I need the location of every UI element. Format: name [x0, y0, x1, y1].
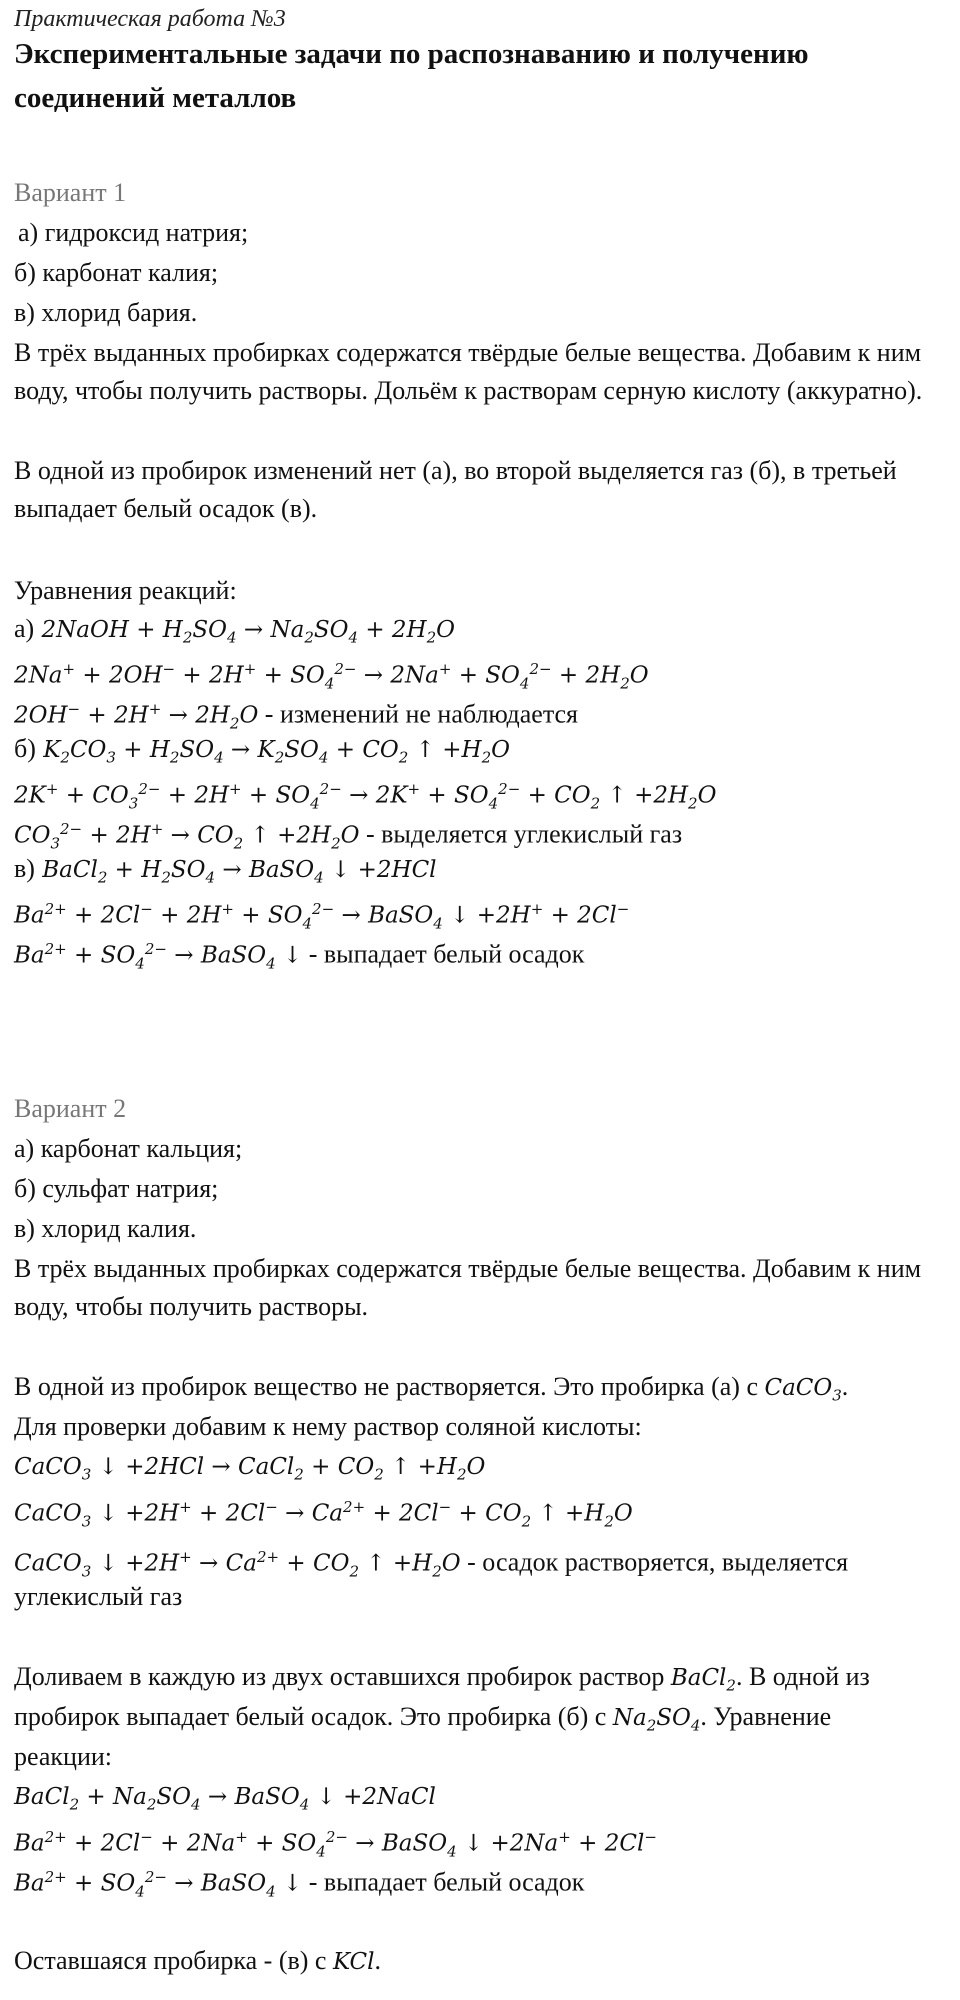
variant-2-conclusion: Оставшаяся пробирка - (в) с KCl.: [14, 1946, 381, 1975]
variant-2-paragraph-4-line-1: Доливаем в каждую из двух оставшихся пробирок раствор BaCl$_2$. В одной из: [14, 1662, 870, 1695]
variant-1-paragraph-1: В трёх выданных пробирках содержатся твёрдые белые вещества. Добавим к ним воду, чтобы получить растворы. Дольём к растворам серную кислоту (аккуратно).: [14, 338, 923, 405]
page-title: Экспериментальные задачи по распознаванию и получению соединений металлов: [14, 38, 809, 114]
variant-2-item-b: б) сульфат натрия;: [14, 1174, 219, 1203]
equation-a-molecular: а) 2NaOH + $H_2SO_4 \to Na_2SO_4 + 2H_2O$: [14, 614, 456, 647]
equation-2b-full-ionic: $Ba^{2+} + 2Cl^- + 2Na^+ + SO_4^{2-}$ → BaSO$_4$ ↓ +2Na+ + 2Cl−: [14, 1828, 657, 1861]
variant-1-heading: Вариант 1: [14, 178, 127, 207]
equation-c-full-ionic: $Ba^{2+} + 2Cl^- + 2H^+ + SO_4^{2-}$ → BaSO$_4$ ↓ +2H+ + 2Cl−: [14, 900, 630, 933]
variant-2-item-a: а) карбонат кальция;: [14, 1134, 243, 1163]
variant-2-paragraph-4-line-2: пробирок выпадает белый осадок. Это пробирка (б) с $Na_2SO_4$. Уравнение: [14, 1702, 832, 1735]
variant-2-paragraph-4-line-3: реакции:: [14, 1742, 112, 1771]
equation-c-short-ionic: $Ba^{2+} + SO_4^{2-}$ → BaSO$_4$ ↓ - выпадает белый осадок: [14, 939, 585, 973]
equation-b-short-ionic: $CO_3^{2-} + 2H^+ \to CO_2$ ↑ $+2H_2O$ - выделяется углекислый газ: [14, 819, 683, 853]
equation-a-short-ionic: $2OH^- + 2H^+ \to 2H_2O$ - изменений не наблюдается: [14, 699, 579, 733]
equations-heading: Уравнения реакций:: [14, 576, 237, 605]
equation-a-full-ionic: $2Na^+ + 2OH^- + 2H^+ + SO_4^{2-} \to 2Na^+ + SO_4^{2-} + 2H_2O$: [14, 660, 649, 693]
equation-2a-molecular: CaCO$_3$ ↓ +2HCl → CaCl$_2$ + $CO_2$ ↑ $+H_2O$: [14, 1454, 486, 1484]
equation-2a-note-continued: углекислый газ: [14, 1582, 183, 1611]
variant-1-item-c: в) хлорид бария.: [14, 298, 198, 327]
equation-2a-short-ionic: CaCO$_3$ ↓ $+2H^+ \to Ca^{2+} + CO_2$ ↑ $+H_2O$ - осадок растворяется, выделяется: [14, 1547, 849, 1581]
variant-1-paragraph-2: В одной из пробирок изменений нет (а), во второй выделяется газ (б), в третьей выпадает белый осадок (в).: [14, 456, 897, 523]
variant-2-paragraph-3: Для проверки добавим к нему раствор соляной кислоты:: [14, 1412, 642, 1441]
equation-2b-molecular: BaCl$_2$ + $Na_2SO_4$ → BaSO$_4$ ↓ +2NaCl: [14, 1784, 436, 1814]
variant-2-heading: Вариант 2: [14, 1094, 127, 1123]
variant-2-paragraph-2: В одной из пробирок вещество не растворяется. Это пробирка (а) с CaCO$_3$.: [14, 1372, 849, 1405]
equation-2a-full-ionic: CaCO$_3$ ↓ $+2H^+ + 2Cl^- \to Ca^{2+} + 2Cl^- + CO_2$ ↑ $+H_2O$: [14, 1498, 633, 1531]
variant-2-paragraph-1: В трёх выданных пробирках содержатся твёрдые белые вещества. Добавим к ним воду, чтобы получить растворы.: [14, 1254, 922, 1321]
equation-b-full-ionic: $2K^+ + CO_3^{2-} + 2H^+ + SO_4^{2-} \to 2K^+ + SO_4^{2-} + CO_2$ ↑ $+2H_2O$: [14, 780, 717, 813]
equation-c-molecular: в) BaCl$_2$ + $H_2SO_4$ → BaSO$_4$ ↓ +2HCl: [14, 854, 437, 887]
practical-work-number: Практическая работа №3: [14, 6, 286, 32]
equation-b-molecular: б) $K_2CO_3 + H_2SO_4 \to K_2SO_4 + CO_2$ ↑ $+H_2O$: [14, 734, 510, 767]
equation-2b-short-ionic: $Ba^{2+} + SO_4^{2-}$ → BaSO$_4$ ↓ - выпадает белый осадок: [14, 1867, 585, 1901]
variant-1-item-b: б) карбонат калия;: [14, 258, 219, 287]
variant-1-item-a: а) гидроксид натрия;: [18, 218, 249, 247]
variant-2-item-c: в) хлорид калия.: [14, 1214, 197, 1243]
